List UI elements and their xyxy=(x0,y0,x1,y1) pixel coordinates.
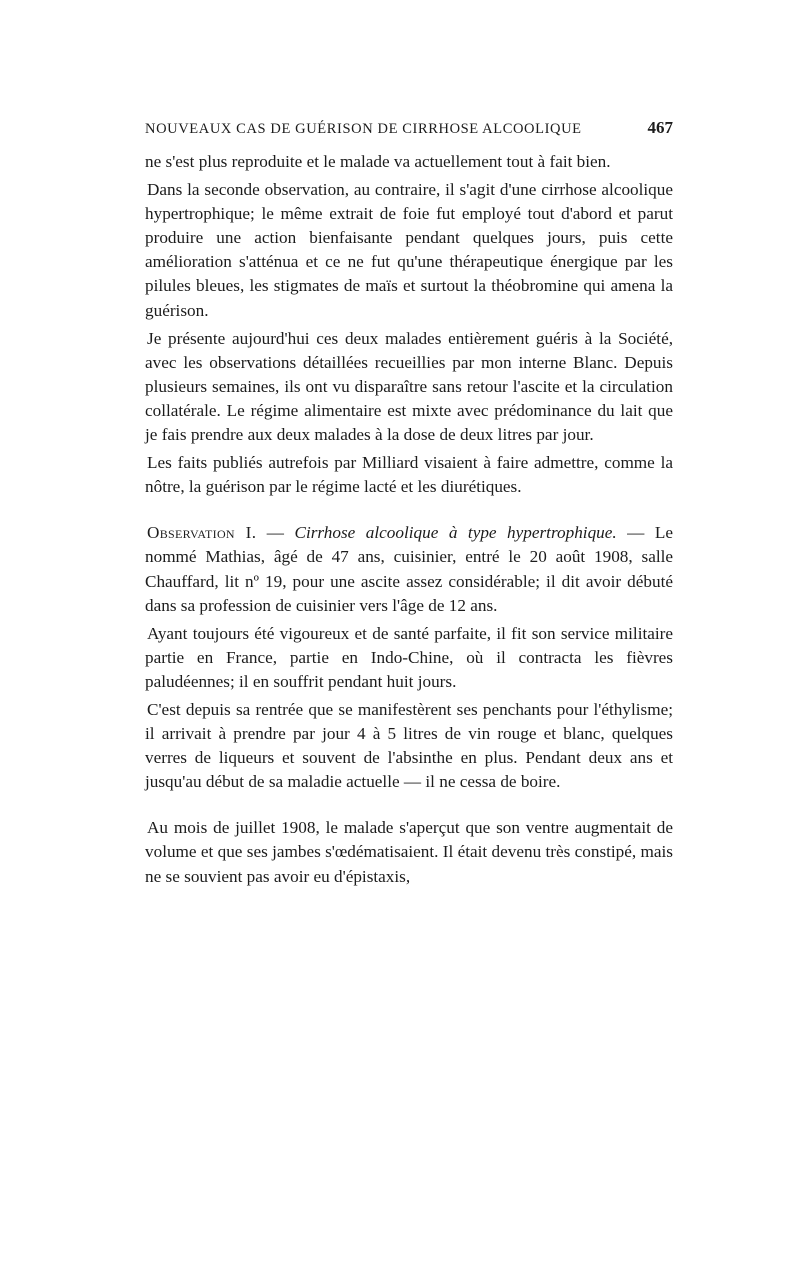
paragraph-second-observation: Dans la seconde observation, au contraire, il s'agit d'une cirrhose alcoolique hypertrophique; le même extrait de foie fut employé tout d'abord et parut produire une action bienfaisante pendant quelques jours, puis cette amélioration s'atténua et ce ne fut qu'une thérapeutique énergique par les pilules bleues, les stigmates de maïs et surtout la théobromine qui amena la guérison. xyxy=(145,180,673,320)
paragraph-military-service: Ayant toujours été vigoureux et de santé parfaite, il fit son service militaire partie en France, partie en Indo-Chine, où il contracta les fièvres paludéennes; il en souffrit pendant huit jours. xyxy=(145,623,673,691)
running-title: NOUVEAUX CAS DE GUÉRISON DE CIRRHOSE ALCOOLIQUE xyxy=(145,121,582,137)
observation-dash: — xyxy=(256,523,295,543)
observation-label: Observation I. xyxy=(147,523,257,543)
paragraph-ethylism: C'est depuis sa rentrée que se manifestèrent ses penchants pour l'éthylisme; il arrivait à prendre par jour 4 à 5 litres de vin rouge et blanc, quelques verres de liqueurs et souvent de l'absinthe en plus. Pendant deux ans et jusqu'au début de sa maladie actuelle — il ne cessa de boire. xyxy=(145,699,673,792)
paragraph-observation-one xyxy=(145,521,673,617)
body-text xyxy=(145,150,673,889)
observation-title: Cirrhose alcoolique à type hypertrophique. xyxy=(294,523,617,543)
running-head xyxy=(145,118,673,138)
page-number: 467 xyxy=(647,118,673,137)
paragraph-continuation: ne s'est plus reproduite et le malade va actuellement tout à fait bien. xyxy=(145,152,611,171)
book-page xyxy=(145,118,673,889)
observation-text: — Le nommé Mathias, âgé de 47 ans, cuisinier, entré le 20 août 1908, salle Chauffard, lit nº 19, pour une ascite assez considérable; il dit avoir débuté dans sa profession de cuisinier vers l'âge de 12 ans. xyxy=(145,523,673,615)
paragraph-milliard: Les faits publiés autrefois par Milliard visaient à faire admettre, comme la nôtre, la guérison par le régime lacté et les diurétiques. xyxy=(145,453,673,497)
paragraph-july-1908: Au mois de juillet 1908, le malade s'aperçut que son ventre augmentait de volume et que ses jambes s'œdématisaient. Il était devenu très constipé, mais ne se souvient pas avoir eu d'épistaxis, xyxy=(145,818,673,886)
paragraph-presentation: Je présente aujourd'hui ces deux malades entièrement guéris à la Société, avec les observations détaillées recueillies par mon interne Blanc. Depuis plusieurs semaines, ils ont vu disparaître sans retour l'ascite et la circulation collatérale. Le régime alimentaire est mixte avec prédominance du lait que je fais prendre aux deux malades à la dose de deux litres par jour. xyxy=(145,328,673,445)
